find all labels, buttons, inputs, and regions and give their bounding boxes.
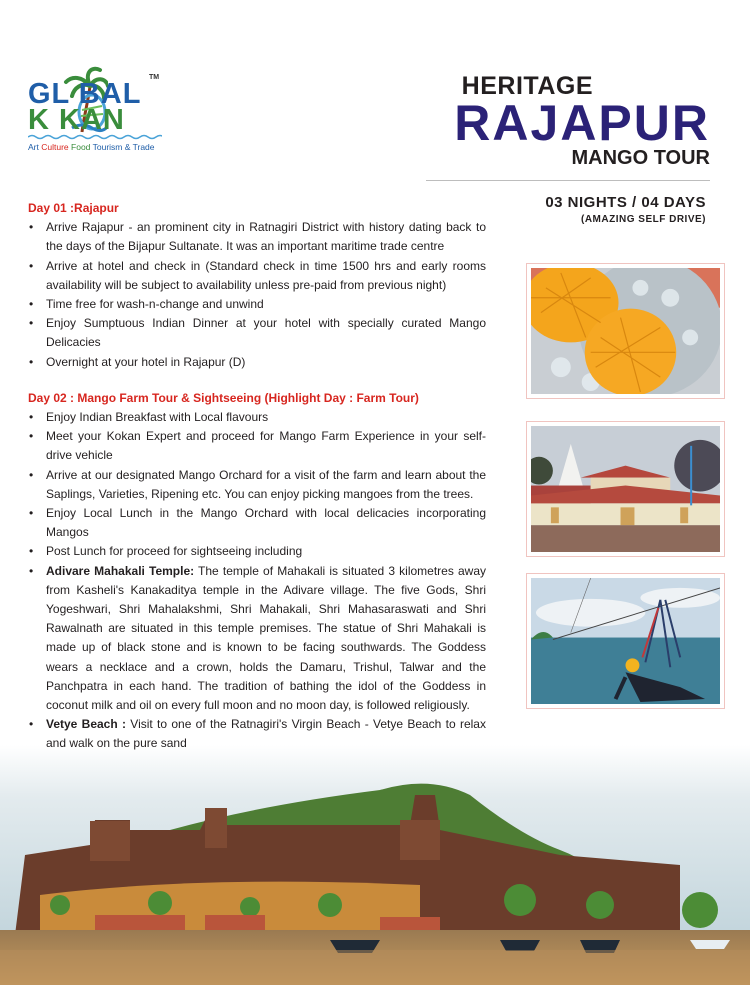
tour-duration: 03 NIGHTS / 04 DAYS [545,194,706,211]
list-item: • Arrive at hotel and check in (Standard check in time 1500 hrs and early rooms availability will be subject to availability unless pre-paid from previous night) [28,257,486,295]
title-divider [426,180,710,181]
global-kokan-logo [22,66,172,156]
list-item: • Enjoy Local Lunch in the Mango Orchard with local delicacies incorporating Mangos [28,504,486,542]
list-item: • Post Lunch for proceed for sightseeing including [28,542,486,561]
list-item: • Vetye Beach : Visit to one of the Ratnagiri's Virgin Beach - Vetye Beach to relax and walk on the pure sand [28,715,486,753]
tagline-word: Food [71,142,91,152]
mango-photo [526,263,725,399]
list-item: • Enjoy Sumptuous Indian Dinner at your hotel with specially curated Mango Delicacies [28,314,486,352]
logo-tagline [28,142,155,152]
list-item: • Overnight at your hotel in Rajapur (D) [28,353,486,372]
list-item: • Arrive Rajapur - an prominent city in Ratnagiri District with history dating back to the days of the Bijapur Sultanate. It was an important maritime trade centre [28,218,486,256]
list-item: • Meet your Kokan Expert and proceed for Mango Farm Experience in your self-drive vehicle [28,427,486,465]
zipline-photo [526,573,725,709]
day-1-list [28,218,486,372]
day-2-list [28,408,486,754]
day-heading: Day 02 : Mango Farm Tour & Sightseeing (Highlight Day : Farm Tour) [28,390,419,405]
temple-photo [526,421,725,557]
waves-icon [28,134,162,140]
logo-word-kokan: K KAN [28,104,125,136]
list-item: • Adivare Mahakali Temple: The temple of Mahakali is situated 3 kilometres away from Kasheli's Kanakaditya temple in the Adivare village. The five Gods, Shri Yogeshwari, Shri Mahalakshmi, Shri Mahakali, Shri Mahasaraswati and Shri Rawalnath are situated in this temple premises. The statue of Shri Mahakali is made up of black stone and is known to be facing southwards. The Goddess wears a necklace and a crown, holds the Damaru, Trishul, Talwar and the Panchpatra in each hand. The tradition of bathing the idol of the Goddess in coconut milk and oil on every full moon and no moon day, is followed religiously. [28,562,486,716]
list-item: • Enjoy Indian Breakfast with Local flavours [28,408,486,427]
trademark-symbol: TM [149,74,160,81]
temple-image [531,426,720,552]
list-item: • Arrive at our designated Mango Orchard for a visit of the farm and learn about the Saplings, Varieties, Ripening etc. You can enjoy picking mangoes from the trees. [28,466,486,504]
title-heritage: HERITAGE [461,72,593,100]
mango-image [531,268,720,394]
tagline-word: Tourism & Trade [92,142,155,152]
fort-banner-image [0,745,750,985]
list-item: • Time free for wash-n-change and unwind [28,295,486,314]
title-mango-tour: MANGO TOUR [571,147,710,169]
itinerary [28,199,486,754]
tagline-word: Art [28,142,39,152]
tour-note: (AMAZING SELF DRIVE) [581,214,706,225]
tagline-word: Culture [41,142,69,152]
logo-word-global: GL BAL [28,78,142,110]
title-rajapur: RAJAPUR [454,95,710,151]
tour-title-block [454,72,710,170]
zipline-image [531,578,720,704]
day-heading: Day 01 :Rajapur [28,201,119,215]
